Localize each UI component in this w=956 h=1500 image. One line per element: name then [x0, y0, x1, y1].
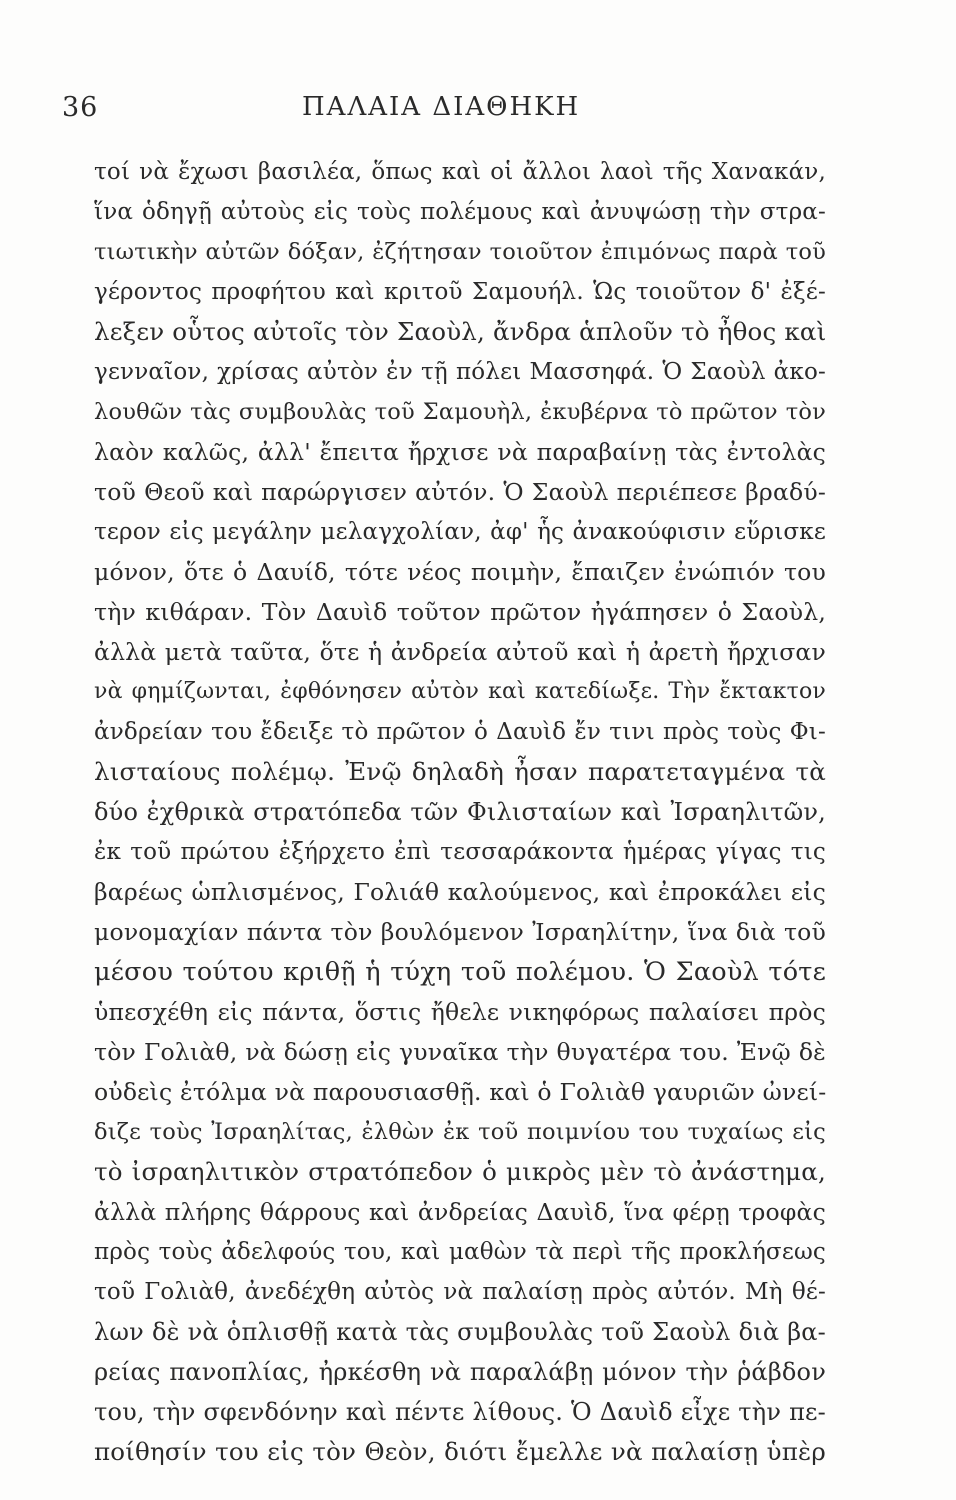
text-line: τοῦ Θεοῦ καὶ παρώργισεν αὐτόν. Ὁ Σαοὺλ περιέπεσε βραδύ-: [94, 478, 826, 506]
text-line: μόνον, ὅτε ὁ Δαυίδ, τότε νέος ποιμὴν, ἔπαιζεν ἐνώπιόν του: [94, 558, 826, 586]
text-line: τὴν κιθάραν. Τὸν Δαυὶδ τοῦτον πρῶτον ἠγάπησεν ὁ Σαοὺλ,: [94, 598, 826, 626]
text-line: μονομαχίαν πάντα τὸν βουλόμενον Ἰσραηλίτην, ἵνα διὰ τοῦ: [94, 918, 826, 946]
text-line: οὐδεὶς ἐτόλμα νὰ παρουσιασθῇ. καὶ ὁ Γολιὰθ γαυριῶν ὠνεί-: [94, 1078, 827, 1106]
text-line: του, τὴν σφενδόνην καὶ πέντε λίθους. Ὁ Δαυὶδ εἶχε τὴν πε-: [94, 1398, 826, 1426]
text-line: νὰ φημίζωνται, ἐφθόνησεν αὐτὸν καὶ κατεδίωξε. Τὴν ἔκτακτον: [94, 679, 826, 704]
page-header: [62, 92, 832, 132]
text-line: ρείας πανοπλίας, ἠρκέσθη νὰ παραλάβῃ μόνον τὴν ῥάβδον: [94, 1358, 826, 1386]
text-line: τιωτικὴν αὐτῶν δόξαν, ἐζήτησαν τοιοῦτον ἐπιμόνως παρὰ τοῦ: [94, 239, 826, 265]
text-line: ἐκ τοῦ πρώτου ἐξήρχετο ἐπὶ τεσσαράκοντα ἡμέρας γίγας τις: [94, 839, 826, 865]
text-line: τὸ ἰσραηλιτικὸν στρατόπεδον ὁ μικρὸς μὲν τὸ ἀνάστημα,: [94, 1157, 826, 1186]
text-line: ἀλλὰ μετὰ ταῦτα, ὅτε ἡ ἀνδρεία αὐτοῦ καὶ ἡ ἀρετὴ ἤρχισαν: [94, 638, 826, 666]
text-line: ὑπεσχέθη εἰς πάντα, ὅστις ἤθελε νικηφόρως παλαίσει πρὸς: [94, 998, 826, 1026]
text-line: τοῦ Γολιὰθ, ἀνεδέχθη αὐτὸς νὰ παλαίσῃ πρὸς αὐτόν. Μὴ θέ-: [94, 1279, 826, 1305]
text-line: ἀνδρείαν του ἔδειξε τὸ πρῶτον ὁ Δαυὶδ ἔν τινι πρὸς τοὺς Φι-: [94, 719, 826, 745]
text-line: διζε τοὺς Ἰσραηλίτας, ἐλθὼν ἐκ τοῦ ποιμνίου του τυχαίως εἰς: [94, 1119, 826, 1145]
text-line: γενναῖον, χρίσας αὐτὸν ἐν τῇ πόλει Μασσηφά. Ὁ Σαοὺλ ἀκο-: [94, 359, 826, 385]
text-line: μέσου τούτου κριθῇ ἡ τύχη τοῦ πολέμου. Ὁ Σαοὺλ τότε: [94, 957, 826, 987]
text-line: ποίθησίν του εἰς τὸν Θεὸν, διότι ἔμελλε νὰ παλαίσῃ ὑπὲρ: [94, 1437, 826, 1466]
text-line: λισταίους πολέμῳ. Ἐνῷ δηλαδὴ ἦσαν παρατεταγμένα τὰ: [94, 757, 826, 786]
text-line: πρὸς τοὺς ἀδελφούς του, καὶ μαθὼν τὰ περὶ τῆς προκλήσεως: [94, 1239, 826, 1265]
text-line: ἀλλὰ πλήρης θάρρους καὶ ἀνδρείας Δαυὶδ, ἵνα φέρῃ τροφὰς: [94, 1198, 826, 1226]
page-number: 36: [62, 92, 99, 123]
body-text: [94, 152, 826, 1472]
text-line: λεξεν οὗτος αὐτοῖς τὸν Σαοὺλ, ἄνδρα ἁπλοῦν τὸ ἦθος καὶ: [94, 317, 827, 346]
text-line: δύο ἐχθρικὰ στρατόπεδα τῶν Φιλισταίων καὶ Ἰσραηλιτῶν,: [94, 798, 826, 826]
text-line: ἵνα ὁδηγῇ αὐτοὺς εἰς τοὺς πολέμους καὶ ἀνυψώσῃ τὴν στρα-: [94, 199, 826, 225]
text-line: τοί νὰ ἔχωσι βασιλέα, ὅπως καὶ οἱ ἄλλοι λαοὶ τῆς Χανακάν,: [94, 159, 826, 185]
text-line: λουθῶν τὰς συμβουλὰς τοῦ Σαμουὴλ, ἐκυβέρνα τὸ πρῶτον τὸν: [94, 399, 826, 425]
text-line: λαὸν καλῶς, ἀλλ' ἔπειτα ἤρχισε νὰ παραβαίνῃ τὰς ἐντολὰς: [94, 438, 826, 466]
text-line: βαρέως ὡπλισμένος, Γολιάθ καλούμενος, καὶ ἐπροκάλει εἰς: [94, 878, 826, 906]
text-line: λων δὲ νὰ ὁπλισθῇ κατὰ τὰς συμβουλὰς τοῦ Σαοὺλ διὰ βα-: [94, 1318, 826, 1346]
text-line: γέροντος προφήτου καὶ κριτοῦ Σαμουήλ. Ὡς τοιοῦτον δ' ἐξέ-: [94, 279, 826, 305]
text-line: τὸν Γολιὰθ, νὰ δώσῃ εἰς γυναῖκα τὴν θυγατέρα του. Ἐνῷ δὲ: [94, 1038, 826, 1066]
running-head: ΠΑΛΑΙΑ ΔΙΑΘΗΚΗ: [302, 92, 581, 122]
text-line: τερον εἰς μεγάλην μελαγχολίαν, ἀφ' ἧς ἀνακούφισιν εὕρισκε: [94, 519, 826, 545]
